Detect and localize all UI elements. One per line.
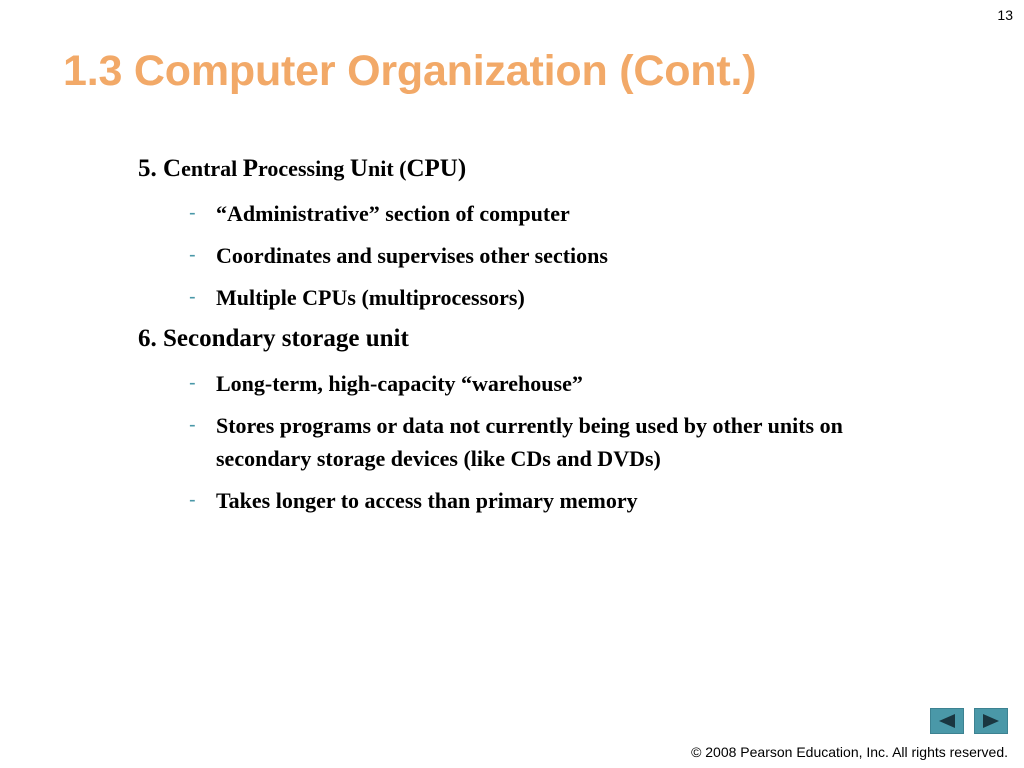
right-triangle-icon bbox=[981, 713, 1001, 729]
slide-content bbox=[138, 153, 938, 526]
dash-bullet-icon: - bbox=[189, 244, 196, 266]
left-triangle-icon bbox=[937, 713, 957, 729]
section-number: 5. bbox=[138, 155, 163, 182]
heading-initial: C bbox=[163, 155, 182, 182]
list-item bbox=[138, 484, 938, 517]
list-item bbox=[138, 409, 938, 475]
slide-number: 13 bbox=[997, 7, 1013, 23]
section-secondary-storage bbox=[138, 323, 938, 517]
slide-title: 1.3 Computer Organization (Cont.) bbox=[63, 47, 757, 95]
dash-bullet-icon: - bbox=[189, 414, 196, 436]
dash-bullet-icon: - bbox=[189, 489, 196, 511]
section-cpu bbox=[138, 153, 938, 314]
list-item bbox=[138, 197, 938, 230]
bullet-list bbox=[138, 367, 938, 517]
heading-fragment: entral bbox=[181, 156, 243, 181]
list-item-text: Takes longer to access than primary memory bbox=[216, 488, 638, 513]
copyright-footer: © 2008 Pearson Education, Inc. All rights reserved. bbox=[691, 744, 1008, 760]
section-heading: 6. Secondary storage unit bbox=[138, 325, 409, 352]
list-item-text: Coordinates and supervises other sections bbox=[216, 243, 608, 268]
dash-bullet-icon: - bbox=[189, 286, 196, 308]
slide-navigation bbox=[930, 708, 1008, 734]
next-slide-button[interactable] bbox=[974, 708, 1008, 734]
heading-fragment: rocessing bbox=[258, 156, 350, 181]
heading-initial: U bbox=[349, 155, 368, 182]
list-item-text: Long-term, high-capacity “warehouse” bbox=[216, 371, 583, 396]
heading-fragment: ) bbox=[457, 155, 467, 182]
list-item-text: Multiple CPUs (multiprocessors) bbox=[216, 285, 525, 310]
section-heading bbox=[138, 153, 938, 185]
bullet-list bbox=[138, 197, 938, 314]
list-item bbox=[138, 281, 938, 314]
heading-fragment: nit ( bbox=[367, 156, 407, 181]
list-item bbox=[138, 239, 938, 272]
list-item-text: “Administrative” section of computer bbox=[216, 201, 570, 226]
list-item-text: Stores programs or data not currently being used by other units on secondary storage devices (like CDs and DVDs) bbox=[216, 413, 843, 471]
heading-initial: P bbox=[242, 155, 259, 182]
list-item bbox=[138, 367, 938, 400]
previous-slide-button[interactable] bbox=[930, 708, 964, 734]
heading-initial: CPU bbox=[406, 155, 458, 182]
dash-bullet-icon: - bbox=[189, 202, 196, 224]
dash-bullet-icon: - bbox=[189, 372, 196, 394]
